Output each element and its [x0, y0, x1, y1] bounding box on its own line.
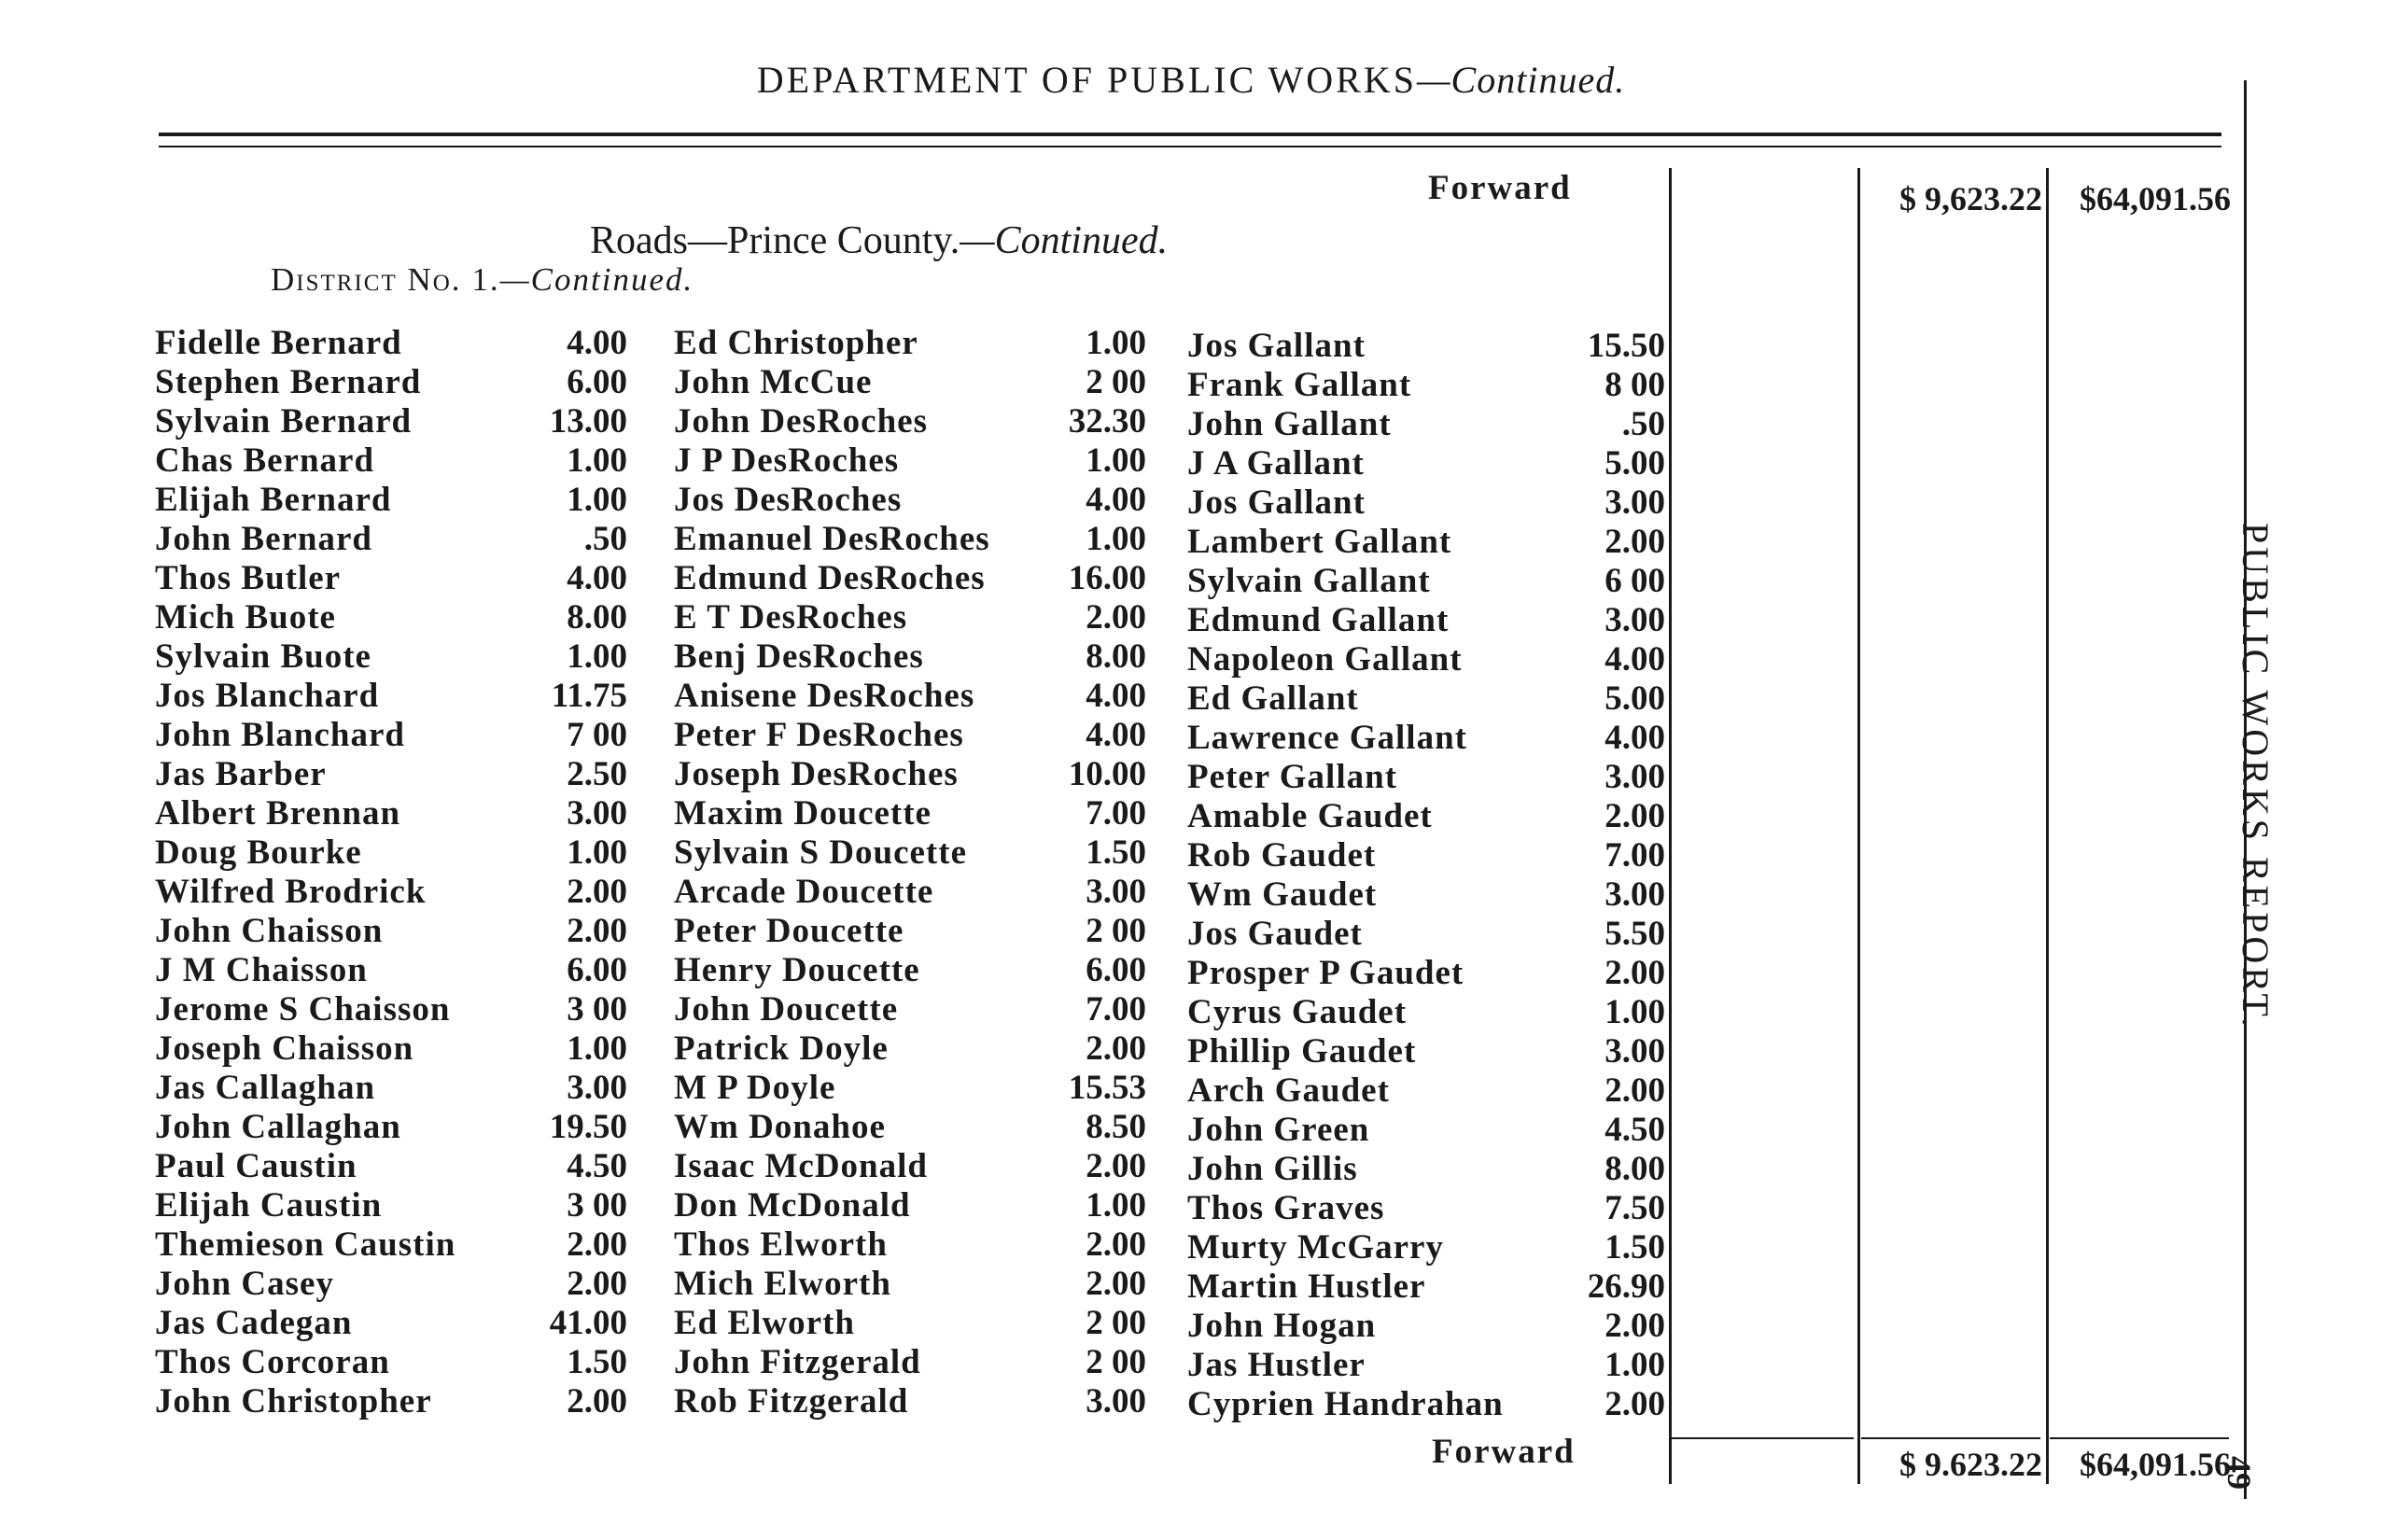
forward-label-top: Forward	[1428, 169, 1572, 207]
header-title: DEPARTMENT OF PUBLIC WORKS	[756, 59, 1417, 101]
header-rule-bottom	[159, 146, 2221, 147]
ledger-row	[674, 481, 1146, 520]
entry-name: Peter Doucette	[674, 912, 904, 950]
entry-name: Jas Hustler	[1187, 1346, 1366, 1384]
ledger-row	[1187, 1071, 1665, 1111]
ledger-row	[674, 1225, 1146, 1265]
ledger-row	[155, 677, 627, 716]
entry-name: Peter Gallant	[1187, 758, 1398, 796]
entry-name: Wilfred Brodrick	[155, 873, 427, 911]
entry-value: 5.00	[1604, 444, 1665, 483]
entry-name: Cyrus Gaudet	[1187, 993, 1408, 1031]
entry-value: 2.00	[1086, 1265, 1146, 1303]
entry-value: .50	[1621, 405, 1665, 443]
ledger-row	[1187, 405, 1665, 444]
entry-name: John DesRoches	[674, 402, 928, 441]
entry-value: 4.50	[1604, 1111, 1665, 1149]
side-title: PUBLIC WORKS REPORT.	[2235, 523, 2277, 1030]
entry-value: 2.00	[567, 1382, 627, 1421]
entry-value: 8.00	[1086, 637, 1146, 676]
entry-name: Joseph DesRoches	[674, 755, 959, 793]
ledger-row	[674, 1265, 1146, 1304]
ledger-row	[674, 441, 1146, 481]
entry-value: 5.50	[1604, 915, 1665, 953]
entry-value: 2.00	[1604, 523, 1665, 561]
forward-amount2-top: $64,091.56	[2080, 180, 2231, 217]
entry-value: 2 00	[1086, 1304, 1146, 1342]
ledger-row	[1187, 758, 1665, 797]
entry-value: 2.00	[1604, 1071, 1665, 1110]
ledger-row	[1187, 444, 1665, 483]
entry-name: Chas Bernard	[155, 441, 375, 480]
ledger-row	[155, 1382, 627, 1421]
ledger-row	[1187, 836, 1665, 875]
entry-name: Wm Gaudet	[1187, 875, 1378, 914]
ledger-row	[1187, 993, 1665, 1032]
entry-value: 2.00	[1604, 797, 1665, 835]
entry-name: Maxim Doucette	[674, 794, 932, 833]
entry-name: Jas Barber	[155, 755, 327, 793]
entry-name: Henry Doucette	[674, 951, 920, 989]
entry-name: Jas Callaghan	[155, 1069, 376, 1107]
entry-value: 4.00	[1604, 640, 1665, 679]
entry-value: 3.00	[1604, 758, 1665, 796]
entry-name: John Christopher	[155, 1382, 432, 1421]
entry-name: Amable Gaudet	[1187, 797, 1433, 835]
entry-name: Stephen Bernard	[155, 363, 422, 401]
entry-value: 3 00	[567, 1186, 627, 1225]
ledger-row	[155, 1029, 627, 1069]
ledger-row	[155, 1108, 627, 1147]
entry-name: Ed Gallant	[1187, 679, 1359, 718]
ledger-row	[155, 1343, 627, 1382]
entry-value: 2 00	[1086, 1343, 1146, 1381]
entry-value: 6.00	[567, 363, 627, 401]
header-continued: —Continued.	[1416, 59, 1626, 101]
ledger-row	[674, 1304, 1146, 1343]
entry-name: Jos Gallant	[1187, 327, 1366, 365]
entry-name: Sylvain Buote	[155, 637, 371, 676]
entry-name: John Casey	[155, 1265, 334, 1303]
entry-name: Paul Caustin	[155, 1147, 357, 1185]
forward-amount1-top: $ 9,623.22	[1899, 180, 2042, 217]
entry-value: 4.00	[1086, 716, 1146, 754]
entry-value: 1.00	[1604, 1346, 1665, 1384]
ledger-row	[155, 755, 627, 794]
ledger-row	[674, 1186, 1146, 1225]
entry-name: John Doucette	[674, 990, 899, 1029]
entry-value: 2.00	[567, 1265, 627, 1303]
entry-name: Themieson Caustin	[155, 1225, 456, 1264]
ledger-row	[1187, 483, 1665, 523]
entry-value: 4.00	[1604, 719, 1665, 757]
ledger-row	[674, 755, 1146, 794]
entry-value: 2 00	[1086, 912, 1146, 950]
entry-name: Doug Bourke	[155, 833, 362, 872]
entry-value: 5.00	[1604, 679, 1665, 718]
entry-name: Jos Gaudet	[1187, 915, 1363, 953]
entry-value: 1.50	[1604, 1228, 1665, 1267]
entry-value: 7 00	[567, 716, 627, 754]
entry-name: Napoleon Gallant	[1187, 640, 1463, 679]
entry-name: Thos Butler	[155, 559, 342, 597]
entry-name: Rob Gaudet	[1187, 836, 1377, 875]
entry-name: Jas Cadegan	[155, 1304, 353, 1342]
entry-value: 2.00	[1086, 598, 1146, 637]
entry-value: 4.00	[1086, 677, 1146, 715]
ledger-row	[1187, 1150, 1665, 1189]
entry-value: 3.00	[1604, 483, 1665, 522]
entry-name: Lambert Gallant	[1187, 523, 1452, 561]
district-number: 1.	[471, 261, 500, 298]
entry-value: 19.50	[549, 1108, 627, 1146]
entry-name: Arcade Doucette	[674, 873, 934, 911]
ledger-row	[155, 912, 627, 951]
entry-name: J A Gallant	[1187, 444, 1365, 483]
entry-value: 1.00	[1086, 520, 1146, 558]
entry-name: Frank Gallant	[1187, 366, 1412, 404]
entry-name: John Callaghan	[155, 1108, 401, 1146]
entry-name: Murty McGarry	[1187, 1228, 1444, 1267]
entry-value: 8.00	[1604, 1150, 1665, 1188]
entry-name: Joseph Chaisson	[155, 1029, 414, 1068]
entry-value: 2.50	[567, 755, 627, 793]
district-heading	[271, 261, 694, 299]
entry-value: 3.00	[1604, 601, 1665, 639]
bottom-rule-col2	[1861, 1437, 2040, 1439]
entry-name: John Gillis	[1187, 1150, 1358, 1188]
entry-value: 2.00	[1604, 1385, 1665, 1423]
entry-name: Mich Buote	[155, 598, 336, 637]
entry-value: 2 00	[1086, 363, 1146, 401]
entry-value: 41.00	[549, 1304, 627, 1342]
ledger-row	[1187, 915, 1665, 954]
ledger-line-1	[1669, 168, 1672, 1484]
ledger-row	[674, 990, 1146, 1029]
ledger-row	[1187, 1032, 1665, 1071]
entry-value: 16.00	[1068, 559, 1146, 597]
entry-name: John Fitzgerald	[674, 1343, 921, 1381]
entry-value: 32.30	[1068, 402, 1146, 441]
entry-value: 2.00	[567, 912, 627, 950]
entry-name: J M Chaisson	[155, 951, 368, 989]
section-title	[590, 218, 1168, 263]
ledger-row	[674, 951, 1146, 990]
entry-value: 7.00	[1604, 836, 1665, 875]
entry-value: 2.00	[1604, 954, 1665, 992]
entry-value: 1.00	[1604, 993, 1665, 1031]
entry-name: Emanuel DesRoches	[674, 520, 990, 558]
ledger-row	[1187, 1307, 1665, 1346]
entry-value: 1.00	[567, 1029, 627, 1068]
district-continued: —Continued.	[499, 261, 694, 298]
ledger-row	[1187, 366, 1665, 405]
entry-name: M P Doyle	[674, 1069, 836, 1107]
entry-value: 3.00	[567, 794, 627, 833]
forward-amount1-bottom: $ 9.623.22	[1899, 1446, 2042, 1483]
ledger-row	[1187, 1189, 1665, 1228]
entry-value: 1.00	[567, 637, 627, 676]
entry-name: John Bernard	[155, 520, 373, 558]
names-column-1	[155, 324, 627, 1421]
section-title-continued: —Continued.	[960, 219, 1169, 262]
entry-name: Jos Gallant	[1187, 483, 1366, 522]
entry-name: Peter F DesRoches	[674, 716, 964, 754]
entry-value: 1.50	[567, 1343, 627, 1381]
entry-name: Sylvain S Doucette	[674, 833, 967, 872]
entry-value: 3.00	[1604, 875, 1665, 914]
entry-value: 3.00	[1604, 1032, 1665, 1071]
ledger-row	[1187, 954, 1665, 993]
ledger-row	[155, 559, 627, 598]
entry-name: Lawrence Gallant	[1187, 719, 1467, 757]
header-rule-top	[159, 133, 2221, 136]
entry-value: 11.75	[551, 677, 627, 715]
ledger-row	[155, 481, 627, 520]
ledger-row	[1187, 875, 1665, 915]
ledger-row	[674, 637, 1146, 677]
entry-value: 2.00	[1086, 1225, 1146, 1264]
entry-name: Cyprien Handrahan	[1187, 1385, 1504, 1423]
entry-value: 8.00	[567, 598, 627, 637]
ledger-row	[1187, 640, 1665, 679]
entry-name: Elijah Caustin	[155, 1186, 383, 1225]
ledger-row	[155, 794, 627, 833]
ledger-row	[674, 716, 1146, 755]
ledger-row	[155, 1186, 627, 1225]
entry-value: 2.00	[567, 873, 627, 911]
ledger-row	[155, 637, 627, 677]
entry-name: Thos Elworth	[674, 1225, 888, 1264]
ledger-row	[674, 794, 1146, 833]
bottom-rule-col3	[2050, 1437, 2229, 1439]
ledger-row	[155, 402, 627, 441]
ledger-row	[674, 912, 1146, 951]
entry-value: 4.00	[567, 324, 627, 362]
entry-name: Jos Blanchard	[155, 677, 380, 715]
entry-name: Arch Gaudet	[1187, 1071, 1390, 1110]
ledger-line-2	[1857, 168, 1860, 1484]
ledger-row	[674, 873, 1146, 912]
ledger-row	[155, 1265, 627, 1304]
entry-value: 13.00	[549, 402, 627, 441]
entry-name: Prosper P Gaudet	[1187, 954, 1464, 992]
entry-name: Anisene DesRoches	[674, 677, 975, 715]
entry-value: 4.00	[1086, 481, 1146, 519]
entry-name: Benj DesRoches	[674, 637, 924, 676]
entry-name: John McCue	[674, 363, 873, 401]
ledger-row	[674, 1029, 1146, 1069]
ledger-line-3	[2046, 168, 2049, 1484]
ledger-row	[155, 1225, 627, 1265]
entry-value: 7.00	[1086, 794, 1146, 833]
district-label: District No.	[271, 261, 462, 298]
entry-value: 3.00	[1086, 1382, 1146, 1421]
entry-name: Patrick Doyle	[674, 1029, 889, 1068]
entry-value: 6 00	[1604, 562, 1665, 600]
entry-name: Elijah Bernard	[155, 481, 392, 519]
section-title-text: Roads—Prince County.	[590, 219, 960, 262]
entry-value: 15.50	[1587, 327, 1665, 365]
entry-name: Isaac McDonald	[674, 1147, 928, 1185]
entry-name: Don McDonald	[674, 1186, 911, 1225]
ledger-row	[1187, 1267, 1665, 1307]
entry-value: 2.00	[1604, 1307, 1665, 1345]
ledger-row	[674, 559, 1146, 598]
entry-value: 6.00	[567, 951, 627, 989]
ledger-row	[674, 324, 1146, 363]
ledger-row	[1187, 797, 1665, 836]
ledger-row	[155, 324, 627, 363]
entry-value: 7.50	[1604, 1189, 1665, 1227]
ledger-row	[1187, 1385, 1665, 1424]
entry-name: Phillip Gaudet	[1187, 1032, 1417, 1071]
entry-name: John Chaisson	[155, 912, 384, 950]
entry-value: 2.00	[1086, 1147, 1146, 1185]
entry-value: 2.00	[567, 1225, 627, 1264]
entry-name: Albert Brennan	[155, 794, 401, 833]
entry-name: Sylvain Gallant	[1187, 562, 1431, 600]
entry-name: Thos Corcoran	[155, 1343, 390, 1381]
names-column-3	[1187, 327, 1665, 1424]
entry-name: J P DesRoches	[674, 441, 900, 480]
ledger-row	[155, 441, 627, 481]
ledger-row	[155, 1304, 627, 1343]
page-number: 49	[2221, 1456, 2258, 1490]
entry-value: 26.90	[1587, 1267, 1665, 1306]
entry-value: 1.00	[1086, 324, 1146, 362]
entry-name: Thos Graves	[1187, 1189, 1385, 1227]
entry-name: Jos DesRoches	[674, 481, 903, 519]
ledger-row	[674, 1069, 1146, 1108]
ledger-row	[674, 1147, 1146, 1186]
ledger-row	[674, 402, 1146, 441]
entry-value: 8 00	[1604, 366, 1665, 404]
ledger-row	[155, 598, 627, 637]
entry-name: Wm Donahoe	[674, 1108, 886, 1146]
entry-name: Ed Elworth	[674, 1304, 856, 1342]
entry-value: 1.50	[1086, 833, 1146, 872]
ledger-row	[674, 363, 1146, 402]
entry-name: John Hogan	[1187, 1307, 1377, 1345]
ledger-row	[674, 833, 1146, 873]
entry-value: 3.00	[1086, 873, 1146, 911]
page-header	[0, 58, 2382, 102]
ledger-row	[155, 716, 627, 755]
entry-name: E T DesRoches	[674, 598, 908, 637]
entry-value: 8.50	[1086, 1108, 1146, 1146]
ledger-row	[674, 1108, 1146, 1147]
ledger-row	[674, 598, 1146, 637]
entry-value: 4.50	[567, 1147, 627, 1185]
entry-value: 1.00	[567, 833, 627, 872]
ledger-row	[155, 951, 627, 990]
entry-value: .50	[583, 520, 627, 558]
ledger-row	[1187, 1111, 1665, 1150]
ledger-row	[1187, 327, 1665, 366]
entry-value: 1.00	[567, 481, 627, 519]
entry-value: 1.00	[1086, 441, 1146, 480]
ledger-row	[674, 1343, 1146, 1382]
entry-name: Fidelle Bernard	[155, 324, 402, 362]
entry-value: 7.00	[1086, 990, 1146, 1029]
ledger-row	[674, 1382, 1146, 1421]
ledger-row	[1187, 679, 1665, 719]
entry-value: 3.00	[567, 1069, 627, 1107]
entry-value: 10.00	[1068, 755, 1146, 793]
entry-value: 4.00	[567, 559, 627, 597]
ledger-row	[1187, 1228, 1665, 1267]
ledger-row	[155, 833, 627, 873]
ledger-row	[155, 990, 627, 1029]
ledger-row	[1187, 601, 1665, 640]
ledger-row	[674, 520, 1146, 559]
entry-name: John Blanchard	[155, 716, 405, 754]
ledger-row	[155, 363, 627, 402]
ledger-row	[155, 520, 627, 559]
entry-value: 15.53	[1068, 1069, 1146, 1107]
ledger-row	[155, 1069, 627, 1108]
entry-value: 1.00	[567, 441, 627, 480]
entry-name: Ed Christopher	[674, 324, 918, 362]
forward-amount2-bottom: $64,091.56	[2080, 1446, 2231, 1483]
ledger-row	[1187, 1346, 1665, 1385]
entry-name: John Green	[1187, 1111, 1370, 1149]
entry-name: Martin Hustler	[1187, 1267, 1426, 1306]
bottom-rule-col1	[1671, 1437, 1854, 1439]
names-column-2	[674, 324, 1146, 1421]
entry-name: John Gallant	[1187, 405, 1392, 443]
ledger-row	[1187, 719, 1665, 758]
entry-name: Mich Elworth	[674, 1265, 891, 1303]
entry-name: Jerome S Chaisson	[155, 990, 451, 1029]
entry-value: 1.00	[1086, 1186, 1146, 1225]
ledger-row	[674, 677, 1146, 716]
ledger-row	[1187, 523, 1665, 562]
entry-name: Edmund Gallant	[1187, 601, 1450, 639]
ledger-row	[155, 873, 627, 912]
entry-value: 3 00	[567, 990, 627, 1029]
entry-name: Rob Fitzgerald	[674, 1382, 909, 1421]
entry-value: 2.00	[1086, 1029, 1146, 1068]
entry-name: Sylvain Bernard	[155, 402, 413, 441]
ledger-row	[1187, 562, 1665, 601]
forward-label-bottom: Forward	[1432, 1433, 1576, 1471]
ledger-row	[155, 1147, 627, 1186]
entry-name: Edmund DesRoches	[674, 559, 986, 597]
entry-value: 6.00	[1086, 951, 1146, 989]
